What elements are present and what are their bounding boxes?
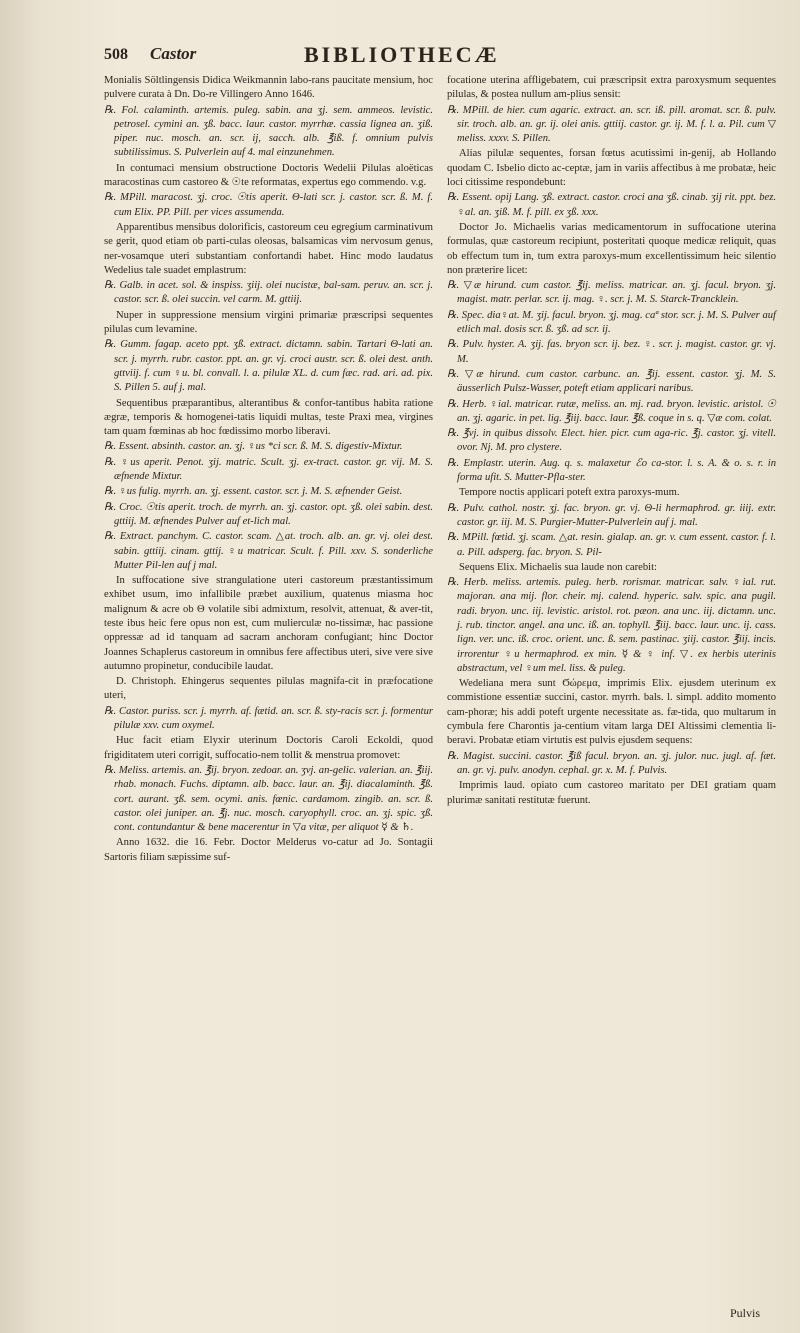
paragraph: Imprimis laud. opiato cum castoreo maritato per DEI gratiam quam plurimæ sanitati restitutæ fuerunt. (447, 780, 776, 806)
prescription: ℞. Galb. in acet. sol. & inspiss. ʒiij. olei nucistæ, bal-sam. peruv. an. scr. j. castor. scr. ß. olei succin. vel carm. M. gttiij. (104, 280, 433, 306)
left-column (104, 74, 433, 866)
paragraph: In contumaci mensium obstructione Doctoris Wedelii Pilulas aloëticas maracostinas cum castoreo & ☉te reformatas, expertus ego commendo. v.g. (104, 162, 433, 189)
prescription: ℞. Extract. panchym. C. castor. scam. △at. troch. alb. an. gr. vj. olei dest. sabin. gttiij. cinam. gttij. ♀u matricar. Scult. f. Pill. xxv. S. sonderliche Mutter Pil-len auf j mal. (104, 531, 433, 571)
paragraph: Wedeliana mera sunt Ϭώρεμα, imprimis Elix. ejusdem uterinum ex commistione essentiæ succini, castor. myrrh. bals. l. simpl. addito momento cam-phoræ; his addi poteft urgente necessitate as. fæ-tida, quo multarum in cymbula fere Charontis ja-centium vitam larga DEI Altissimi clementia li-beravi. Probatæ etiam virtutis est pulvis ejusdem sequens: (447, 678, 776, 747)
paragraph: Doctor Jo. Michaelis varias medicamentorum in suffocatione uterina formulas, quæ castoreum recipiunt, posteritati quoque medicæ reliquit, quas ob effectum tum in, tum extra paroxys-mum excellentissimum heic silentio non præterire licet: (447, 221, 776, 276)
catchword-bottom: Pulvis (729, 1306, 760, 1320)
page-number: 508 (104, 46, 128, 63)
prescription: ℞. Essent. opij Lang. ʒß. extract. castor. croci ana ʒß. cinab. ʒij rit. ppt. bez. ♀al. an. ʒiß. M. f. pill. ex ʒß. xxx. (447, 192, 776, 218)
paragraph: Alias pilulæ sequentes, forsan fœtus acutissimi in-genij, ab Hollando quodam C. Isbelio dicto ac-ceptæ, jam in variis affectibus à me probatæ, heic loci citissime respondebunt: (447, 148, 776, 189)
running-title: BIBLIOTHECÆ (304, 42, 500, 67)
prescription: ℞. Herb. ♀ial. matricar. rutæ, meliss. an. mj. rad. bryon. levistic. aristol. ☉ an. ʒj. agaric. in pet. lig. ℥iij. bacc. laur. ℥ß. coque in s. q. ▽æ com. colat. (447, 398, 776, 424)
prescription: ℞. ♀us fulig. myrrh. an. ʒj. essent. castor. scr. j. M. S. æfnender Geist. (104, 486, 403, 498)
prescription: ℞. ♀us aperit. Penot. ʒij. matric. Scult. ʒj. ex-tract. castor. gr. vij. M. S. æfnende Mixtur. (104, 456, 433, 483)
paragraph: Tempore noctis applicari poteft extra paroxys-mum. (459, 487, 680, 499)
paragraph: Apparentibus mensibus dolorificis, castoreum ceu egregium carminativum se gerit, quod etiam ob parti-culas oleosas, balsamicas vim nervosum genus, ner-vosamque uteri substantiam confortandi habet. Hinc modo laudatus Wedelius tale suadet emplastrum: (104, 221, 433, 276)
prescription: ℞. Essent. absinth. castor. an. ʒj. ♀us *ci scr. ß. M. S. digestiv-Mixtur. (104, 441, 403, 453)
prescription: ℞. Pulv. cathol. nostr. ʒj. fac. bryon. gr. vj. Θ-li hermaphrod. gr. iiij. extr. castor. gr. iij. M. S. Purgier-Mutter-Pulverlein auf j. mal. (447, 502, 776, 528)
prescription: ℞. MPill. fœtid. ʒj. scam. △at. resin. gialap. an. gr. v. cum essent. castor. f. l. a. Pill. adsperg. fac. bryon. S. Pil- (447, 532, 776, 558)
paragraph: Monialis Söltlingensis Didica Weikmannin labo-rans paucitate mensium, hoc pulvere curata à Dn. Do-re Villingero Anno 1646. (104, 75, 433, 101)
prescription: ℞. Meliss. artemis. an. ℥ij. bryon. zedoar. an. ʒvj. an-gelic. valerian. an. ℥iij. rhab. monach. Fuchs. diptamn. alb. bacc. laur. an. ℥ij. diacalaminth. ℥ß. cort. aurant. ʒß. sem. ocymi. anis. fœnic. cardamom. zingib. an. scr. ß. castor. olei juniper. an. ℥j. nuc. mosch. caryophyll. croc. an. ʒj. spic. ʒß. cont. contundantur & bene macerentur in ▽a vitæ, per aliquot ☿ & ♄. (104, 764, 433, 834)
paragraph: Nuper in suppressione mensium virgini primariæ præscripsi sequentes pilulas cum levamine. (104, 309, 433, 336)
right-column (447, 74, 776, 866)
paragraph: Sequentibus præparantibus, alterantibus & confor-tantibus habita ratione ægræ, temporis & homogenei-tatis liquidi multas, teste Praxi mea, virgines tam quam fœminas ab hoc fœdissimo morbo liberavi. (104, 397, 433, 438)
paragraph: In suffocatione sive strangulatione uteri castoreum præstantissimum exhibet usum, imo infallibile præbet auxilium, quatenus miasma hoc malignum & acre ob Θ volatile sibi admixtum, resolvit, attenuat, & aver-tit, teste ibus heic fere opus non est, cum mulierculæ no-tissimæ, hac passione oppressæ ad id tanquam ad sacram anchoram confugiant; hinc Doctor Joannes Schaplerus castoreum in omnibus fere affectibus uteri, sive vere sive autumno propinetur, conducibile laudat. (104, 575, 433, 672)
paragraph: D. Christoph. Ehingerus sequentes pilulas magnifa-cit in præfocatione uteri, (104, 676, 433, 702)
prescription: ℞. Castor. puriss. scr. j. myrrh. af. fætid. an. scr. ß. sty-racis scr. j. formentur pilulæ xxv. cum oxymel. (104, 705, 433, 732)
catchword-top: Castor (150, 44, 197, 63)
prescription: ℞. ▽æ hirund. cum castor. ℥ij. meliss. matricar. an. ʒj. facul. bryon. ʒj. magist. matr. perlar. scr. ij. mag. ♀. scr. j. M. S. Starck-Trancklein. (447, 280, 776, 306)
prescription: ℞. ℥vj. in quibus dissolv. Elect. hier. picr. cum aga-ric. ℥j. castor. ʒj. vitell. ovor. Nj. M. pro clystere. (447, 428, 776, 454)
prescription: ℞. MPill. de hier. cum agaric. extract. an. scr. iß. pill. aromat. scr. ß. pulv. sir. troch. alb. an. gr. ij. olei anis. gttiij. castor. gr. ij. M. f. l. a. Pil. cum ▽ meliss. xxxv. S. Pillen. (447, 104, 776, 145)
text-columns (104, 74, 776, 866)
paragraph: Huc facit etiam Elyxir uterinum Doctoris Caroli Eckoldi, quod frigiditatem uteri corrigit, suffocatio-nem tollit & menstrua promovet: (104, 735, 433, 761)
prescription: ℞. Fol. calaminth. artemis. puleg. sabin. ana ʒj. sem. ammeos. levistic. petrosel. cymini an. ʒß. bacc. laur. castor. myrrhæ. cassia lignea an. ʒiß. piper. nuc. mosch. an. scr. ij, sacch. alb. ℥iß. f. omnium pulvis subtilissimus. S. Pulverlein auf 4. mal einzunehmen. (104, 104, 433, 159)
page-header (104, 44, 776, 68)
prescription: ℞. Spec. dia♀at. M. ʒij. facul. bryon. ʒj. mag. caª stor. scr. j. M. S. Pulver auf etlich mal. dosis scr. ß. ʒß. ad scr. ij. (447, 309, 776, 336)
prescription: ℞. Gumm. fagap. aceto ppt. ʒß. extract. dictamn. sabin. Tartari Θ-lati an. scr. j. myrrh. rubr. castor. ppt. an. gr. vj. croci austr. scr. ß. olei dest. anth. gttviij. f. cum ♀u. bl. convall. l. a. pilulæ XL. d. cum fæc. rad. ari. ad. pix. S. Pillen 5. auf j. mal. (104, 339, 433, 394)
prescription: ℞. Magist. succini. castor. ℥iß facul. bryon. an. ʒj. julor. nuc. jugl. af. fæt. an. gr. vj. pulv. anodyn. cephal. gr. x. M. f. Pulvis. (447, 750, 776, 776)
paragraph: Sequens Elix. Michaelis sua laude non carebit: (459, 561, 657, 573)
prescription: ℞. Pulv. hyster. A. ʒij. fas. bryon scr. ij. bez. ♀. scr. j. magist. castor. gr. vj. M. (447, 339, 776, 365)
prescription: ℞. ▽æ hirund. cum castor. carbunc. an. ℥ij. essent. castor. ʒj. M. S. äusserlich Pulsz-Wasser, poteft etiam applicari naribus. (447, 368, 776, 395)
paragraph: Anno 1632. die 16. Febr. Doctor Melderus vo-catur ad Jo. Sontagii Sartoris filiam sæpissime suf- (104, 837, 433, 863)
prescription: ℞. Emplastr. uterin. Aug. q. s. malaxetur ℰo ca-stor. l. s. A. & o. s. r. in forma ufit. S. Mutter-Pfla-ster. (447, 457, 776, 484)
prescription: ℞. Croc. ☉tis aperit. troch. de myrrh. an. ʒj. castor. opt. ʒß. olei sabin. dest. gttiij. M. æfnendes Pulver auf et-lich mal. (104, 501, 433, 527)
prescription: ℞. Herb. meliss. artemis. puleg. herb. rorismar. matricar. salv. ♀ial. rut. majoran. ana mij. flor. cheir. mj. calend. hyperic. salv. spic. ana pugil. radi. bryon. unc. iij. levistic. aristol. rot. pæon. ana unc. iij. dictamn. unc. j. rub. tinctor. angel. ana unc. iß. an. tophyll. ℥iij. bacc. laur. unc. ij. cass. lign. ver. unc. iß. croc. orient. unc. ß. sem. pastinac. ʒiij. castor. ℥iij. incis. irrorentur ♀u hermaphrod. ex min. ☿ & ♀ inf. ▽. ex herbis uterinis abstractum, vel ♀um mel. liss. & puleg. (447, 577, 776, 674)
paragraph: focatione uterina affligebatem, cui præscripsit extra paroxysmum sequentes pilulas, & postea nullum am-plius sensit: (447, 75, 776, 101)
prescription: ℞. MPill. maracost. ʒj. croc. ☉tis aperit. Θ-lati scr. j. castor. scr. ß. M. f. cum Elix. PP. Pill. per vices assumenda. (104, 192, 433, 218)
